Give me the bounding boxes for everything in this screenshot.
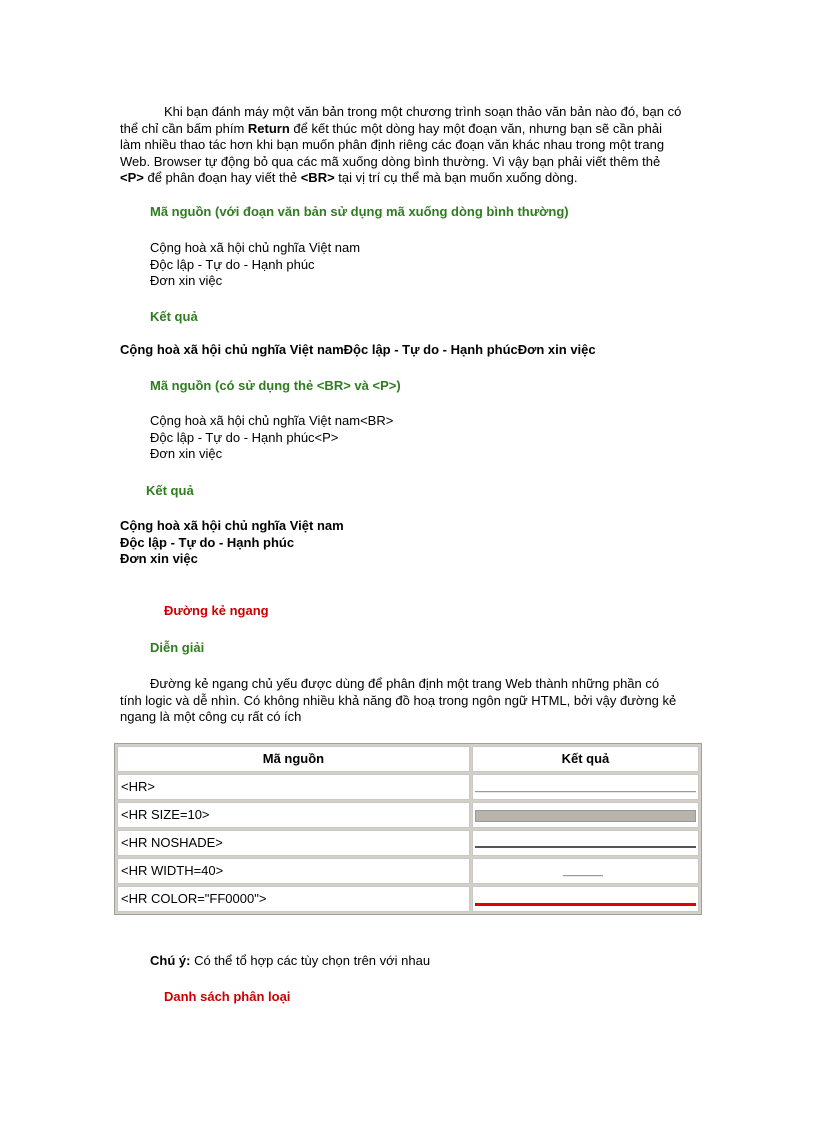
desc-line-3: ngang là một công cụ rất có ích: [120, 709, 302, 724]
row-result: [472, 774, 699, 800]
note-text: Có thể tổ hợp các tùy chọn trên với nhau: [190, 953, 431, 968]
row-result: [472, 830, 699, 856]
table-row: [117, 830, 699, 856]
header-source: Mã nguồn: [117, 746, 470, 772]
section2-result: [120, 518, 344, 568]
section1-code: [150, 240, 360, 290]
table-row: [117, 886, 699, 912]
row-code: <HR WIDTH=40>: [117, 858, 470, 884]
intro-line-3: làm nhiều thao tác hơn khi bạn muốn phân định riêng các đoạn văn khác nhau trong một trang: [120, 137, 665, 152]
section1-result: Cộng hoà xã hội chủ nghĩa Việt namĐộc lập - Tự do - Hạnh phúcĐơn xin việc: [120, 342, 596, 357]
result-line: Cộng hoà xã hội chủ nghĩa Việt nam: [120, 518, 344, 533]
intro-line-1: Khi bạn đánh máy một văn bản trong một chương trình soạn thảo văn bản nào đó, bạn có: [164, 104, 682, 119]
desc-line-2: tính logic và dễ nhìn. Có không nhiều khả năng đồ hoạ trong ngôn ngữ HTML, bởi vậy đường kẻ: [120, 692, 677, 708]
hr-noshade-sample: [475, 846, 696, 848]
next-section-title: Danh sách phân loại: [164, 989, 291, 1004]
hr-default-sample: [475, 791, 696, 793]
section1-result-heading: Kết quả: [150, 309, 198, 324]
code-line: Cộng hoà xã hội chủ nghĩa Việt nam: [150, 240, 361, 255]
row-result: [472, 858, 699, 884]
hr-examples-table: [114, 743, 702, 915]
hr-description: [120, 676, 700, 726]
row-code: <HR NOSHADE>: [117, 830, 470, 856]
intro-line-4: Web. Browser tự động bỏ qua các mã xuống dòng bình thường. Vì vậy bạn phải viết thêm thẻ: [120, 153, 661, 169]
result-line: Độc lập - Tự do - Hạnh phúc: [120, 534, 295, 550]
hr-width40-sample: [563, 875, 603, 877]
result-line: Đơn xin việc: [120, 551, 198, 566]
table-row: [117, 802, 699, 828]
intro-line-2: thể chỉ cần bấm phím Return để kết thúc một dòng hay một đoạn văn, nhưng bạn sẽ cần phải: [120, 120, 663, 136]
table-row: [117, 774, 699, 800]
hr-size10-sample: [475, 810, 696, 822]
intro-paragraph: [120, 104, 700, 187]
code-line: Đơn xin việc: [150, 446, 223, 461]
code-line: Cộng hoà xã hội chủ nghĩa Việt nam<BR>: [150, 413, 394, 428]
note: [150, 953, 430, 970]
row-code: <HR COLOR="FF0000">: [117, 886, 470, 912]
row-result: [472, 886, 699, 912]
code-line: Độc lập - Tự do - Hạnh phúc<P>: [150, 429, 339, 445]
hr-red-sample: [475, 903, 696, 906]
hr-section-subheading: Diễn giải: [150, 640, 205, 655]
section1-heading: Mã nguồn (với đoạn văn bản sử dụng mã xuống dòng bình thường): [150, 204, 569, 219]
note-label: Chú ý:: [150, 953, 191, 968]
code-line: Đơn xin việc: [150, 273, 223, 288]
hr-section-title: Đường kẻ ngang: [164, 603, 269, 618]
row-code: <HR>: [117, 774, 470, 800]
table-header-row: [117, 746, 699, 772]
desc-line-1: Đường kẻ ngang chủ yếu được dùng để phân định một trang Web thành những phần có: [150, 676, 660, 691]
code-line: Độc lập - Tự do - Hạnh phúc: [150, 256, 315, 272]
section2-code: [150, 413, 393, 463]
return-key-text: Return: [247, 120, 290, 136]
section2-heading: Mã nguồn (có sử dụng thẻ <BR> và <P>): [150, 378, 401, 393]
row-result: [472, 802, 699, 828]
intro-line-5: <P> để phân đoạn hay viết thẻ <BR> tại vị trí cụ thể mà bạn muốn xuống dòng.: [120, 170, 578, 185]
table-row: [117, 858, 699, 884]
section2-result-heading: Kết quả: [146, 483, 194, 498]
row-code: <HR SIZE=10>: [117, 802, 470, 828]
header-result: Kết quả: [472, 746, 699, 772]
